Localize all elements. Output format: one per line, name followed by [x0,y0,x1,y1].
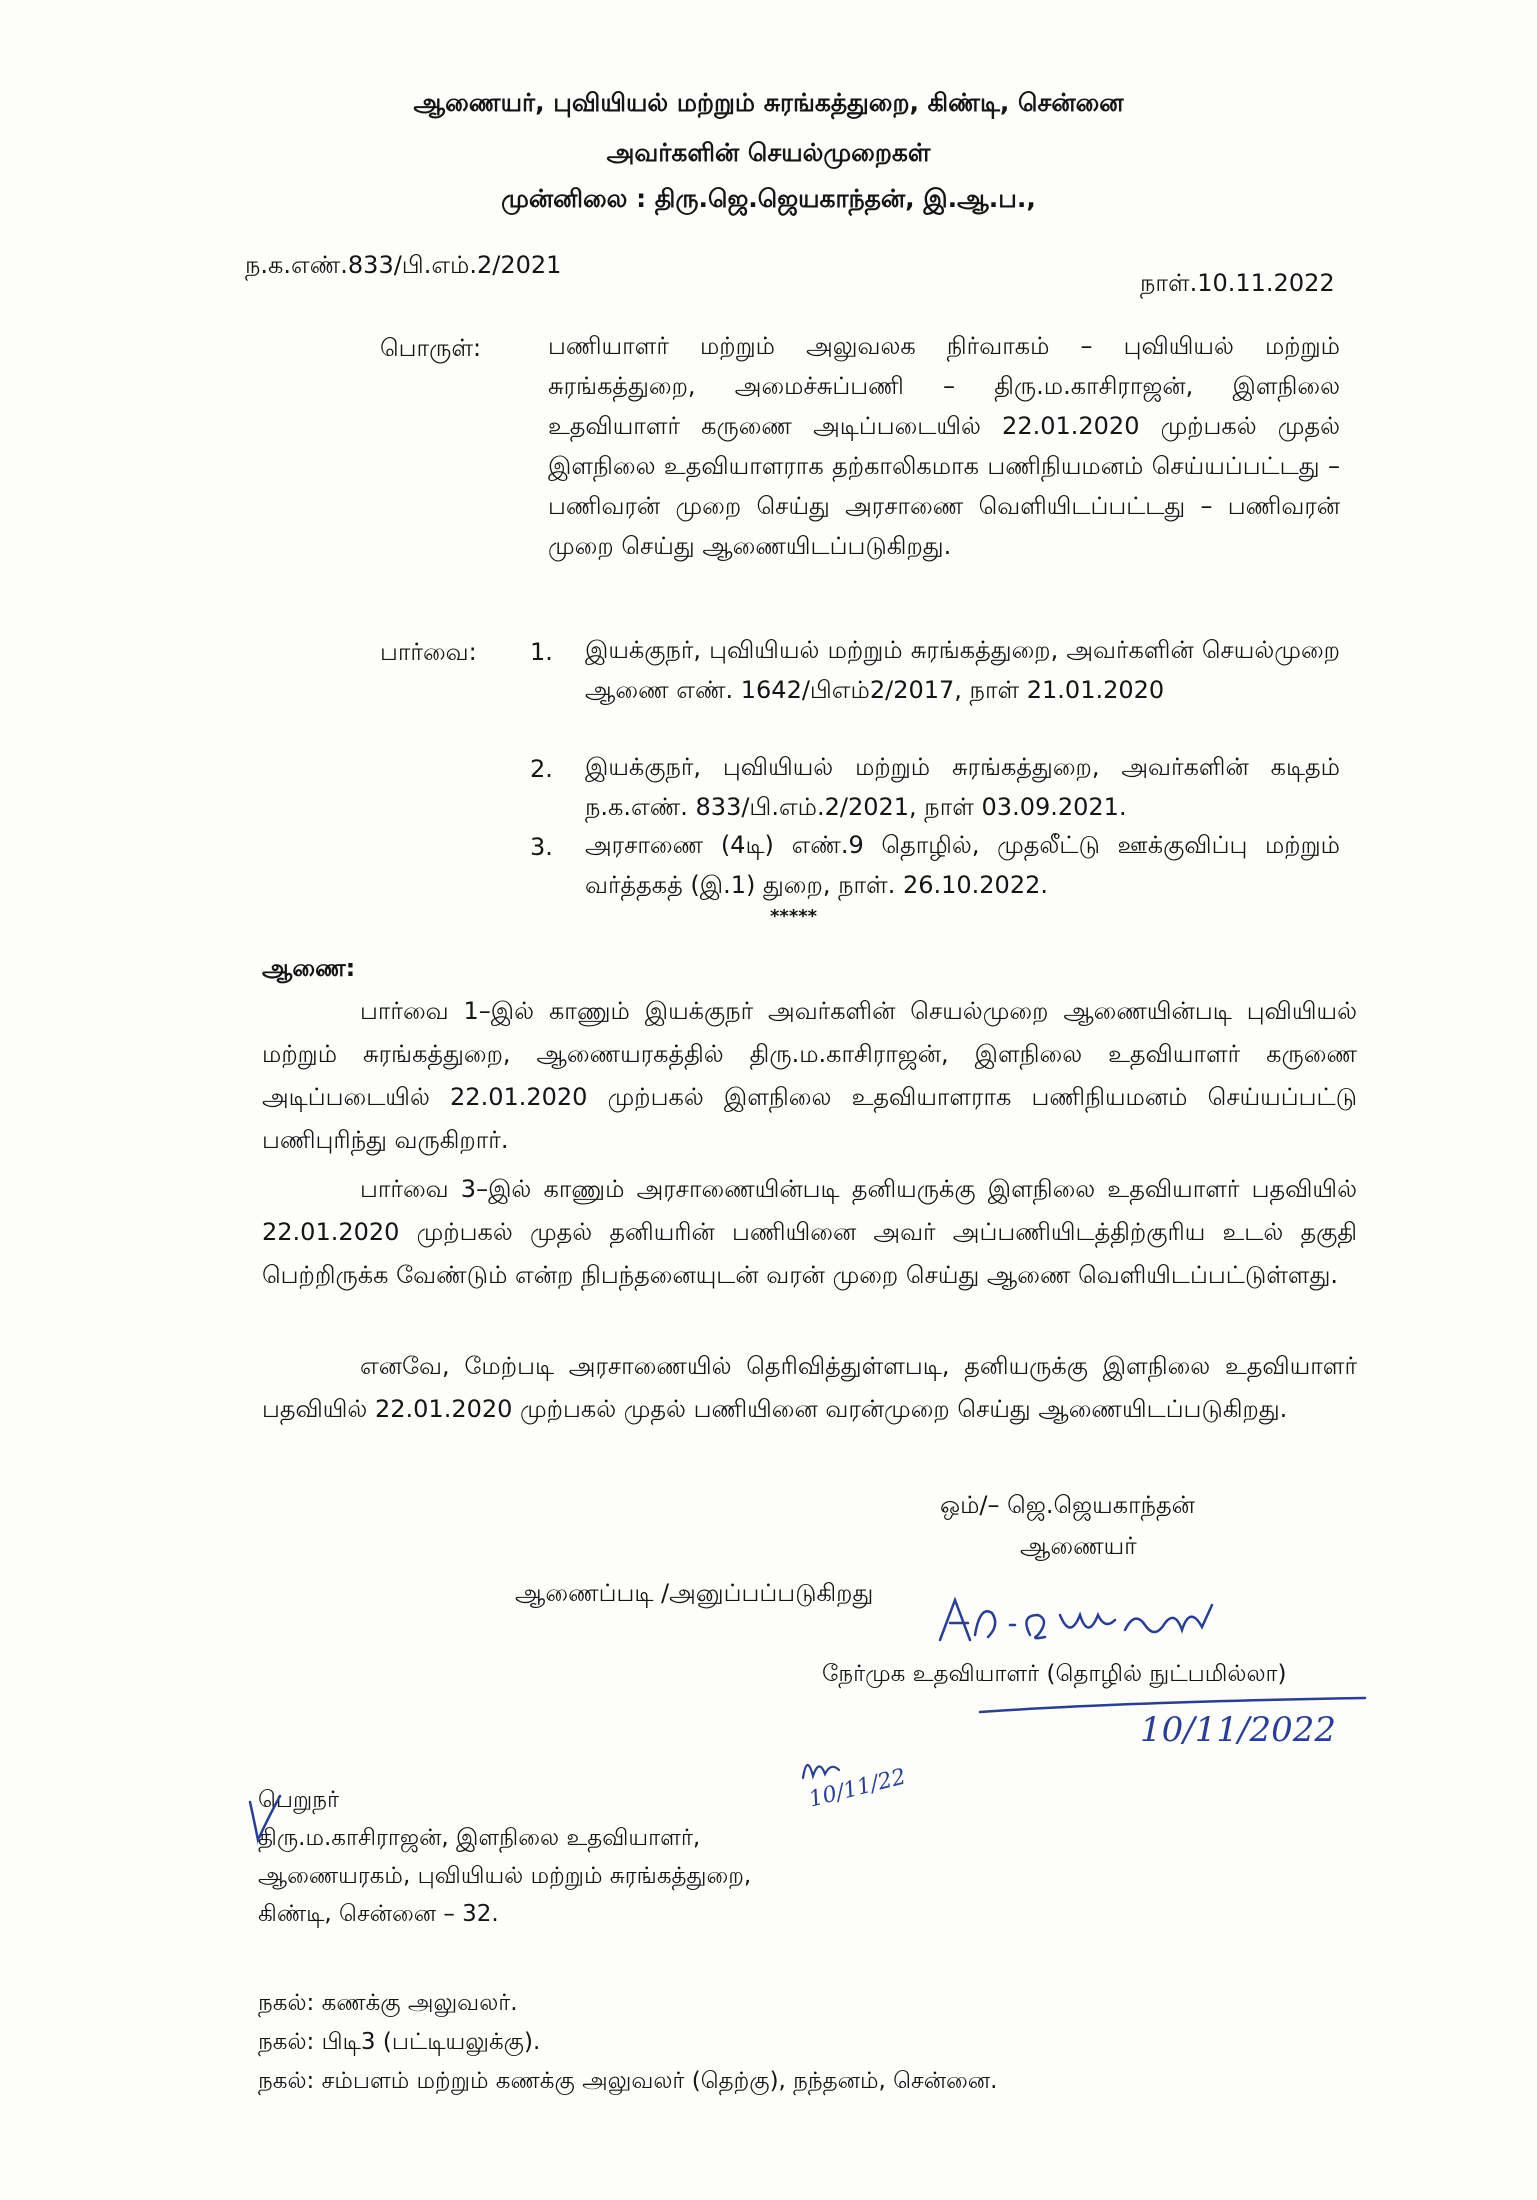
recipient-line-3: கிண்டி, சென்னை – 32. [258,1901,499,1927]
references-label: பார்வை: [380,638,477,666]
order-paragraph-1: பார்வை 1–இல் காணும் இயக்குநர் அவர்களின் செயல்முறை ஆணையின்படி புவியியல் மற்றும் சுரங்கத்துறை, ஆணையரகத்தில் திரு.ம.காசிராஜன், இளநிலை உதவியாளர் கருணை அடிப்படையில் 22.01.2020 முற்பகல் இளநிலை உதவியாளராக பணிநியமனம் செய்யப்பட்டு பணிபுரிந்து வருகிறார். [262,997,1357,1154]
order-date: நாள்.10.11.2022 [1140,269,1335,297]
separator-stars: ***** [770,906,818,927]
reference-3-number: 3. [530,833,553,861]
subject-label: பொருள்: [380,334,482,362]
reference-2-number: 2. [530,755,553,783]
reference-2-text: இயக்குநர், புவியியல் மற்றும் சுரங்கத்துறை, அவர்களின் கடிதம் ந.க.எண். 833/பி.எம்.2/2021, நாள் 03.09.2021. [585,753,1340,821]
handwritten-date: 10/11/2022 [1140,1710,1336,1750]
copy-line-2: நகல்: பிடி3 (பட்டியலுக்கு). [258,2029,541,2055]
reference-1-text: இயக்குநர், புவியியல் மற்றும் சுரங்கத்துறை, அவர்களின் செயல்முறை ஆணை எண். 1642/பிஎம்2/2017, நாள் 21.01.2020 [585,636,1340,704]
order-paragraph-2: பார்வை 3–இல் காணும் அரசாணையின்படி தனியருக்கு இளநிலை உதவியாளர் பதவியில் 22.01.2020 முற்பகல் முதல் தனியரின் பணியினை அவர் அப்பணியிடத்திற்குரிய உடல் தகுதி பெற்றிருக்க வேண்டும் என்ற நிபந்தனையுடன் வரன் முறை செய்து ஆணை வெளியிடப்பட்டுள்ளது. [262,1175,1357,1289]
subject-text: பணியாளர் மற்றும் அலுவலக நிர்வாகம் – புவியியல் மற்றும் சுரங்கத்துறை, அமைச்சுப்பணி – திரு.ம.காசிராஜன், இளநிலை உதவியாளர் கருணை அடிப்படையில் 22.01.2020 முற்பகல் முதல் இளநிலை உதவியாளராக தற்காலிகமாக பணிநியமனம் செய்யப்பட்டது – பணிவரன் முறை செய்து அரசாணை வெளியிடப்பட்டது – பணிவரன் முறை செய்து ஆணையிடப்படுகிறது. [548,332,1340,560]
recipient-label: பெறுநர் [258,1787,340,1813]
header-proceedings-line: அவர்களின் செயல்முறைகள் [606,138,931,167]
order-paragraph-3: எனவே, மேற்படி அரசாணையில் தெரிவித்துள்ளபடி, தனியருக்கு இளநிலை உதவியாளர் பதவியில் 22.01.2020 முற்பகல் முதல் பணியினை வரன்முறை செய்து ஆணையிடப்படுகிறது. [262,1352,1357,1423]
recipient-line-1: திரு.ம.காசிராஜன், இளநிலை உதவியாளர், [258,1825,701,1851]
reference-3-text: அரசாணை (4டி) எண்.9 தொழில், முதலீட்டு ஊக்குவிப்பு மற்றும் வர்த்தகத் (இ.1) துறை, நாள். 26.10.2022. [585,831,1340,899]
forwarded-by-order: ஆணைப்படி /அனுப்பப்படுகிறது [515,1579,874,1607]
copy-line-3: நகல்: சம்பளம் மற்றும் கணக்கு அலுவலர் (தெற்கு), நந்தனம், சென்னை. [258,2068,998,2094]
reference-1-number: 1. [530,638,553,666]
pa-designation: நேர்முக உதவியாளர் (தொழில் நுட்பமில்லா) [822,1661,1287,1687]
signed-by: ஒம்/– ஜெ.ஜெயகாந்தன் [940,1491,1195,1519]
commissioner-designation: ஆணையர் [1020,1532,1137,1560]
recipient-ack-date: 10/11/22 [806,1764,909,1813]
header-office-line: ஆணையர், புவியியல் மற்றும் சுரங்கத்துறை, கிண்டி, சென்னை [413,88,1124,117]
header-presence-line: முன்னிலை : திரு.ஜெ.ஜெயகாந்தன், இ.ஆ.ப., [501,184,1036,213]
reference-number: ந.க.எண்.833/பி.எம்.2/2021 [245,251,562,279]
copy-line-1: நகல்: கணக்கு அலுவலர். [258,1990,518,2016]
check-mark-icon [244,1790,284,1850]
order-heading: ஆணை: [262,954,356,982]
recipient-line-2: ஆணையரகம், புவியியல் மற்றும் சுரங்கத்துறை, [258,1863,752,1889]
